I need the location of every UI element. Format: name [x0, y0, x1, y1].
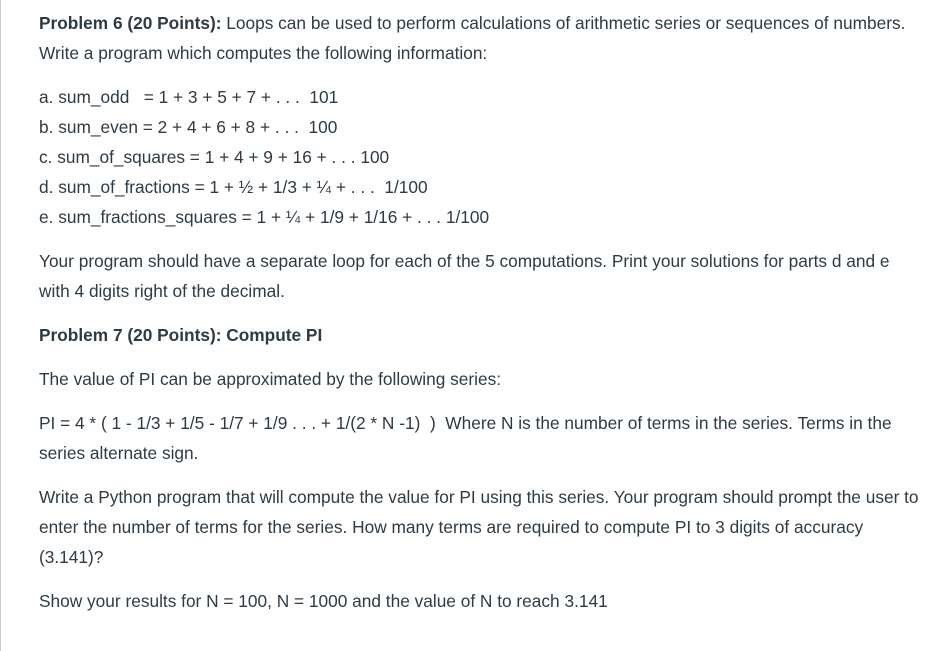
problem7-results: Show your results for N = 100, N = 1000 and the value of N to reach 3.141	[39, 591, 608, 611]
problem7-series-formula: PI = 4 * ( 1 - 1/3 + 1/5 - 1/7 + 1/9 . . . + 1/(2 * N -1) ) Where N is the number of terms in the series. Terms in the series alternate sign.	[39, 413, 897, 463]
problem7-task: Write a Python program that will compute the value for PI using this series. Your program should prompt the user to enter the number of terms for the series. How many terms are required to compute PI to 3 digits of accuracy (3.141)?	[39, 487, 919, 567]
problem6-title: Problem 6 (20 Points):	[39, 13, 222, 33]
document-content	[39, 8, 924, 630]
list-item-b: b. sum_even = 2 + 4 + 6 + 8 + . . . 100	[39, 117, 338, 137]
list-item-a: a. sum_odd = 1 + 3 + 5 + 7 + . . . 101	[39, 87, 339, 107]
problem7-series-intro: The value of PI can be approximated by the following series:	[39, 369, 502, 389]
problem6-intro: Loops can be used to perform calculations of arithmetic series or sequences of numbers. Write a program which computes the following information:	[39, 13, 906, 63]
list-item-d: d. sum_of_fractions = 1 + ½ + 1/3 + ¼ + . . . 1/100	[39, 177, 428, 197]
problem6-paragraph	[39, 8, 924, 68]
problem6-list	[39, 82, 924, 232]
problem6-instructions: Your program should have a separate loop for each of the 5 computations. Print your solutions for parts d and e with 4 digits right of the decimal.	[39, 251, 890, 301]
list-item-e: e. sum_fractions_squares = 1 + ¼ + 1/9 + 1/16 + . . . 1/100	[39, 207, 490, 227]
list-item-c: c. sum_of_squares = 1 + 4 + 9 + 16 + . . . 100	[39, 147, 390, 167]
problem7-title: Problem 7 (20 Points): Compute PI	[39, 325, 323, 345]
